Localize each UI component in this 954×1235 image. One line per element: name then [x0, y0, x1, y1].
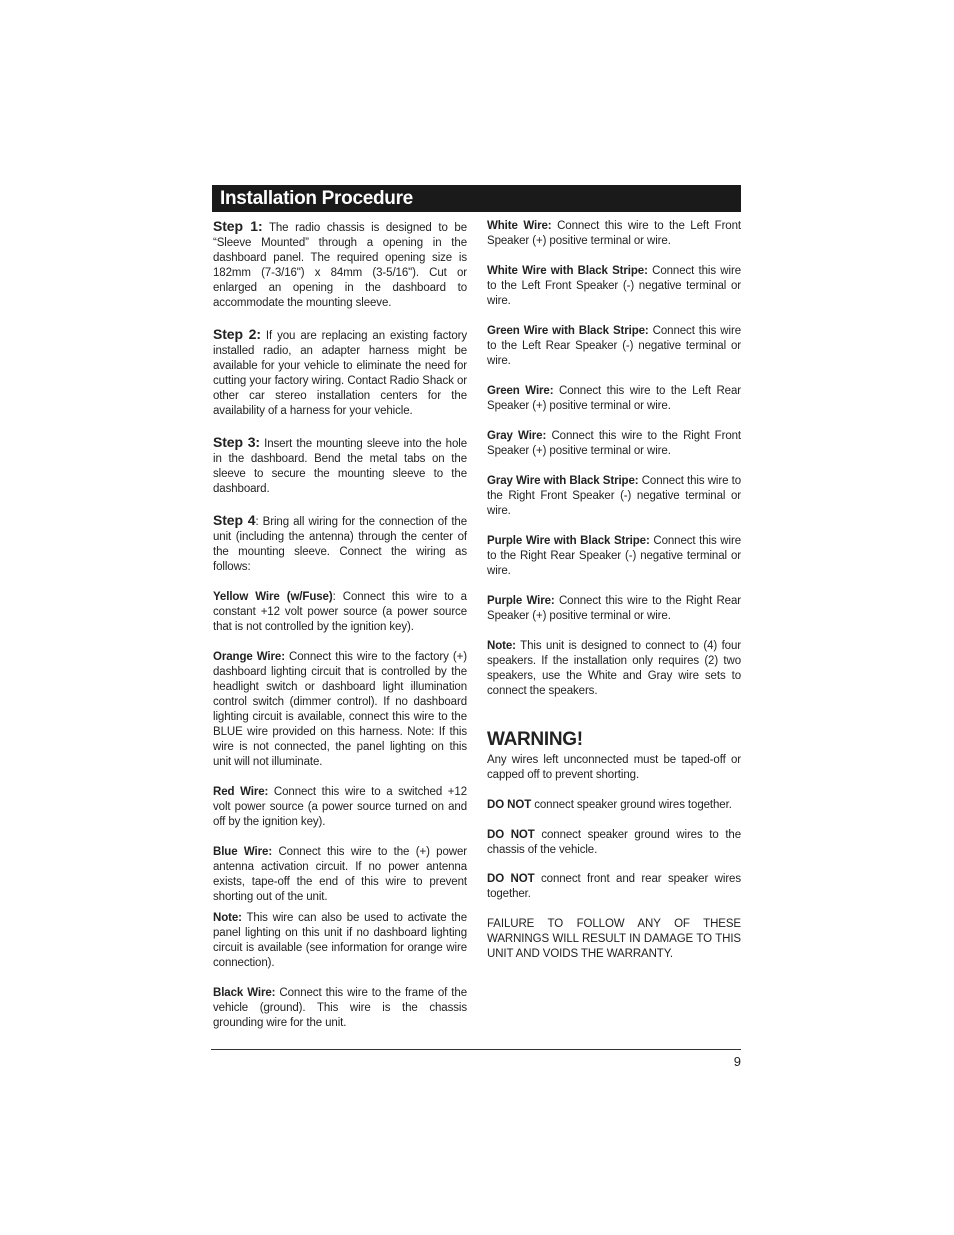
wire-label: Purple Wire with Black Stripe:: [487, 535, 650, 547]
wire-gray: [487, 429, 741, 459]
wire-yellow: [213, 590, 467, 635]
wire-white-black-stripe: [487, 264, 741, 309]
step-label: Step 4: [213, 512, 256, 528]
note-text: This wire can also be used to activate the panel lighting on this unit if no dashboard lighting circuit is available (see information for orange wire connection).: [213, 912, 467, 969]
wire-green: [487, 384, 741, 414]
page-number: 9: [733, 1054, 741, 1069]
speaker-note: [487, 639, 741, 699]
warning-item: [487, 828, 741, 858]
wire-text: Connect this wire to the Right Rear Speaker (-) negative terminal or wire.: [487, 535, 741, 577]
step-1: [213, 219, 467, 311]
step-label: Step 2:: [213, 326, 261, 342]
warning-label: DO NOT: [487, 829, 535, 841]
wire-red: [213, 785, 467, 830]
step-2: [213, 327, 467, 419]
wire-orange: [213, 650, 467, 770]
step-4: [213, 513, 467, 575]
wire-label: Gray Wire with Black Stripe:: [487, 475, 639, 487]
wire-text: Connect this wire to a switched +12 volt power source (a power source turned on and off by the ignition key).: [213, 786, 467, 828]
step-3: [213, 435, 467, 497]
wire-label: Purple Wire:: [487, 595, 555, 607]
right-column: [487, 219, 741, 962]
warning-text: connect speaker ground wires to the chassis of the vehicle.: [487, 829, 742, 856]
wire-white: [487, 219, 741, 249]
wire-text: Connect this wire to the Right Front Speaker (-) negative terminal or wire.: [487, 475, 741, 517]
wire-label: Green Wire with Black Stripe:: [487, 325, 649, 337]
wire-text: : Connect this wire to a constant +12 volt power source (a power source that is not controlled by the ignition key).: [213, 591, 467, 633]
note-label: Note:: [487, 640, 516, 652]
warning-text: connect speaker ground wires together.: [531, 799, 732, 811]
wire-label: Blue Wire:: [213, 846, 273, 858]
wire-text: Connect this wire to the Right Front Speaker (+) positive terminal or wire.: [487, 430, 742, 457]
left-column: [213, 219, 467, 1031]
warning-label: DO NOT: [487, 799, 532, 811]
wire-text: Connect this wire to the Left Front Speaker (-) negative terminal or wire.: [487, 265, 741, 307]
wire-blue: [213, 845, 467, 905]
wire-purple: [487, 594, 741, 624]
wire-text: Connect this wire to the factory (+) dashboard lighting circuit that is controlled by the headlight switch or dashboard light illumination control switch (dimmer control). If no dashboard lighting circuit is available, connect this wire to the BLUE wire provided on this harness. Note: If this wire is not connected, the panel lighting on this unit will not illuminate.: [213, 651, 468, 768]
step-label: Step 1:: [213, 218, 263, 234]
warning-text: connect front and rear speaker wires together.: [487, 873, 741, 900]
wire-text: Connect this wire to the frame of the vehicle (ground). This wire is the chassis grounding wire for the unit.: [213, 987, 467, 1029]
wire-text: Connect this wire to the (+) power antenna activation circuit. If no power antenna exists, tape-off the end of this wire to prevent shorting out of the unit.: [213, 846, 467, 903]
warning-heading: WARNING!: [487, 729, 583, 750]
section-title: Installation Procedure: [212, 185, 741, 212]
wire-label: Black Wire:: [213, 987, 276, 999]
warning-intro: Any wires left unconnected must be taped-off or capped off to prevent shorting.: [487, 754, 741, 781]
warning-item: [487, 872, 741, 902]
wire-label: Yellow Wire (w/Fuse): [213, 591, 333, 603]
step-text: Insert the mounting sleeve into the hole in the dashboard. Bend the metal tabs on the sleeve to secure the mounting sleeve to the dashboard.: [213, 438, 467, 495]
warning-item: [487, 798, 741, 813]
wire-label: Orange Wire:: [213, 651, 285, 663]
wire-text: Connect this wire to the Left Front Speaker (+) positive terminal or wire.: [487, 220, 741, 247]
step-text: : Bring all wiring for the connection of the unit (including the antenna) through the center of the mounting sleeve. Connect the wiring as follows:: [213, 516, 468, 573]
wire-label: White Wire:: [487, 220, 552, 232]
wire-text: Connect this wire to the Left Rear Speaker (+) positive terminal or wire.: [487, 385, 741, 412]
wire-label: Red Wire:: [213, 786, 269, 798]
wire-green-black-stripe: [487, 324, 741, 369]
wire-gray-black-stripe: [487, 474, 741, 519]
wire-text: Connect this wire to the Left Rear Speaker (-) negative terminal or wire.: [487, 325, 741, 367]
footer-divider: [211, 1049, 741, 1050]
wire-text: Connect this wire to the Right Rear Speaker (+) positive terminal or wire.: [487, 595, 741, 622]
wire-purple-black-stripe: [487, 534, 741, 579]
wire-black: [213, 986, 467, 1031]
note-label: Note:: [213, 912, 242, 924]
wire-label: Gray Wire:: [487, 430, 547, 442]
note-text: This unit is designed to connect to (4) four speakers. If the installation only requires (2) two speakers, use the White and Gray wire sets to connect the speakers.: [487, 640, 741, 697]
wire-label: White Wire with Black Stripe:: [487, 265, 648, 277]
wire-label: Green Wire:: [487, 385, 554, 397]
blue-wire-note: [213, 911, 467, 971]
warning-failure: FAILURE TO FOLLOW ANY OF THESE WARNINGS WILL RESULT IN DAMAGE TO THIS UNIT AND VOIDS THE WARRANTY.: [487, 918, 741, 960]
step-label: Step 3:: [213, 434, 260, 450]
step-text: The radio chassis is designed to be “Sleeve Mounted” through a opening in the dashboard panel. The required opening size is 182mm (7-3/16") x 84mm (3-5/16"). Cut or enlarged an opening in the dashboard to accommodate the mounting sleeve.: [213, 222, 467, 309]
step-text: If you are replacing an existing factory installed radio, an adapter harness might be available for your vehicle to eliminate the need for cutting your factory wiring. Contact Radio Shack or other car stereo installation centers for the availability of a harness for your vehicle.: [213, 330, 467, 417]
warning-label: DO NOT: [487, 873, 535, 885]
